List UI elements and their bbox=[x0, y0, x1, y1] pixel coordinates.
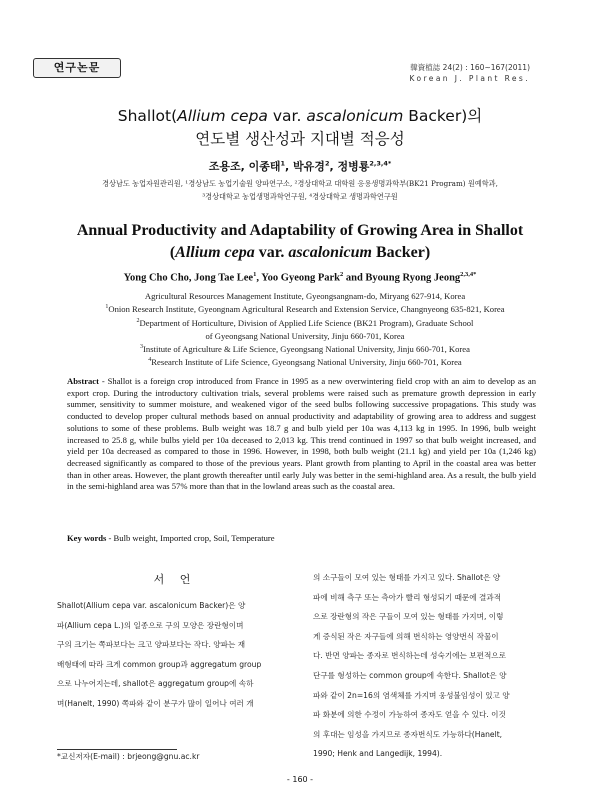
keywords-text: - Bulb weight, Imported crop, Soil, Temperature bbox=[106, 533, 275, 543]
affiliation-line: $^3$Institute of Agriculture & Life Science, Gyeongsang National University, Jinju 660-701, Korea bbox=[140, 343, 470, 354]
text-line: 파에 비해 측구 또는 측아가 빨리 형성되기 때문에 결과적 bbox=[313, 592, 502, 602]
english-affiliations bbox=[60, 289, 550, 369]
text-line: 으로 나누어지는데, shallot은 aggregatum group에 속하 bbox=[57, 679, 254, 689]
text-line: 며(Hanelt, 1990) 쪽파와 같이 분구가 많이 일어나 여러 개 bbox=[57, 698, 254, 708]
text-line: 의 소구들이 모여 있는 형태를 가지고 있다. Shallot은 양 bbox=[313, 573, 501, 582]
keywords bbox=[67, 533, 536, 543]
journal-volume: 韓資植誌 24(2) : 160~167(2011) bbox=[410, 63, 530, 72]
journal-citation bbox=[410, 62, 530, 84]
keywords-label: Key words bbox=[67, 533, 107, 543]
journal-name: Korean J. Plant Res. bbox=[409, 74, 530, 83]
article-type-badge: 연구논문 bbox=[33, 58, 121, 78]
affiliation-line: $^2$Department of Horticulture, Division of Applied Life Science (BK21 Program), Graduate School bbox=[136, 317, 474, 328]
text-line: 파(Allium cepa L.)의 일종으로 구의 모양은 장란형이며 bbox=[57, 620, 244, 630]
text-line: 1990; Henk and Langedijk, 1994). bbox=[313, 749, 443, 759]
korean-title-line1: Shallot(Allium cepa var. ascalonicum Backer)의 bbox=[117, 107, 483, 125]
text-line: Shallot(Allium cepa var. ascalonicum Backer)은 양 bbox=[57, 601, 246, 610]
affiliation-line: Agricultural Resources Management Institute, Gyeongsangnam-do, Miryang 627-914, Korea bbox=[144, 290, 466, 301]
section-heading-introduction: 서 언 bbox=[153, 573, 197, 586]
text-line: 게 증식된 작은 자구들에 의해 번식하는 영양번식 작물이 bbox=[313, 631, 499, 641]
intro-right-column bbox=[313, 568, 549, 764]
korean-title bbox=[0, 105, 600, 151]
abstract-label: Abstract bbox=[67, 376, 99, 386]
text-line: 단구를 형성하는 common group에 속한다. Shallot은 양 bbox=[313, 670, 507, 680]
english-title-line2: (Allium cepa var. ascalonicum Backer) bbox=[169, 244, 431, 261]
intro-left-column bbox=[57, 596, 293, 714]
abstract bbox=[67, 376, 536, 493]
affiliation-line: $^4$Research Institute of Life Science, Gyeongsang National University, Jinju 660-701, Korea bbox=[148, 357, 462, 368]
affiliation-line: $^1$Onion Research Institute, Gyeongnam Agricultural Research and Extension Service, Changnyeong 635-821, Korea bbox=[105, 304, 505, 315]
text-line: 구의 크기는 쪽파보다는 크고 양파보다는 작다. 양파는 재 bbox=[57, 640, 246, 650]
page-number: - 160 - bbox=[286, 775, 314, 784]
text-line: 배형태에 따라 크게 common group과 aggregatum group bbox=[57, 659, 262, 669]
korean-title-line2: 연도별 생산성과 지대별 적응성 bbox=[195, 130, 405, 148]
korean-affiliations: 경상남도 농업자원관리원, ¹경상남도 농업기술원 양파연구소, ²경상대학교 대학원 응용생명과학부(BK21 Program) 원예학과, ³경상대학교 농업생명과학연구원, ⁴경상대학교 생명과학연구원 bbox=[102, 179, 498, 201]
text-line: 다. 반면 양파는 종자로 번식하는데 성숙기에는 보편적으로 bbox=[313, 651, 506, 661]
text-line: 파와 같이 2n=16의 염색체를 가지며 웅성불임성이 있고 양 bbox=[313, 690, 510, 700]
footnote-divider bbox=[57, 749, 177, 750]
affiliation-line: of Gyeongsang National University, Jinju 660-701, Korea bbox=[205, 330, 405, 341]
english-title bbox=[0, 220, 600, 264]
english-title-line1: Annual Productivity and Adaptability of Growing Area in Shallot bbox=[76, 222, 524, 239]
english-authors: Yong Cho Cho, Jong Tae Lee$^1$, Yoo Gyeong Park$^2$ and Byoung Ryong Jeong$^{2,3,4*}$ bbox=[123, 271, 477, 284]
text-line: 의 후대는 임성을 가지므로 종자번식도 가능하다(Hanelt, bbox=[313, 729, 503, 739]
text-line: 으로 장란형의 작은 구들이 모여 있는 형태를 가지며, 이렇 bbox=[313, 612, 504, 622]
corresponding-author-footnote: *교신저자(E-mail) : brjeong@gnu.ac.kr bbox=[57, 752, 200, 761]
korean-authors: 조용조, 이종태$^1$, 박유경$^2$, 정병룡$^{2,3,4*}$ bbox=[208, 159, 392, 173]
text-line: 파 화분에 의한 수정이 가능하여 종자도 얻을 수 있다. 이것 bbox=[313, 710, 506, 720]
abstract-text: - Shallot is a foreign crop introduced from France in 1995 as a new overwintering field crop with an aim to develop as an export crop. During the introductory cultivation trials, several problems were raised such as premature growth depression in early summer, sensitivity to summer moisture, and weakened vigor of the seed bulbs following successive propagations. This study was conducted to develop proper cultural methods based on annual productivity and adaptability of growing area to address and suggest solutions to some of these problems. Bulb weight was 18.7 g and bulb yield per 10a was 4,113 kg in 1995. In 1996, bulb weight increased to 25.8 g, while bulbs yield per 10a deceased to 2,013 kg. This trend continued in 1997 so that bulb weight increased, and yield per 10a decreased as compared to those in 1996. However, in 1998, both bulb weight (21.1 kg) and yield per 10a (1,246 kg) decreased significantly as compared to those of the previous years. Plant growth from planting to April in the coastal area was better than in other areas. However, the plant growth thereafter until early July was better in the semi-highland area. As a result, the bulb yield in the semi-highland area was 57% more than that in the lowland areas such as the coastal area. bbox=[67, 376, 536, 492]
